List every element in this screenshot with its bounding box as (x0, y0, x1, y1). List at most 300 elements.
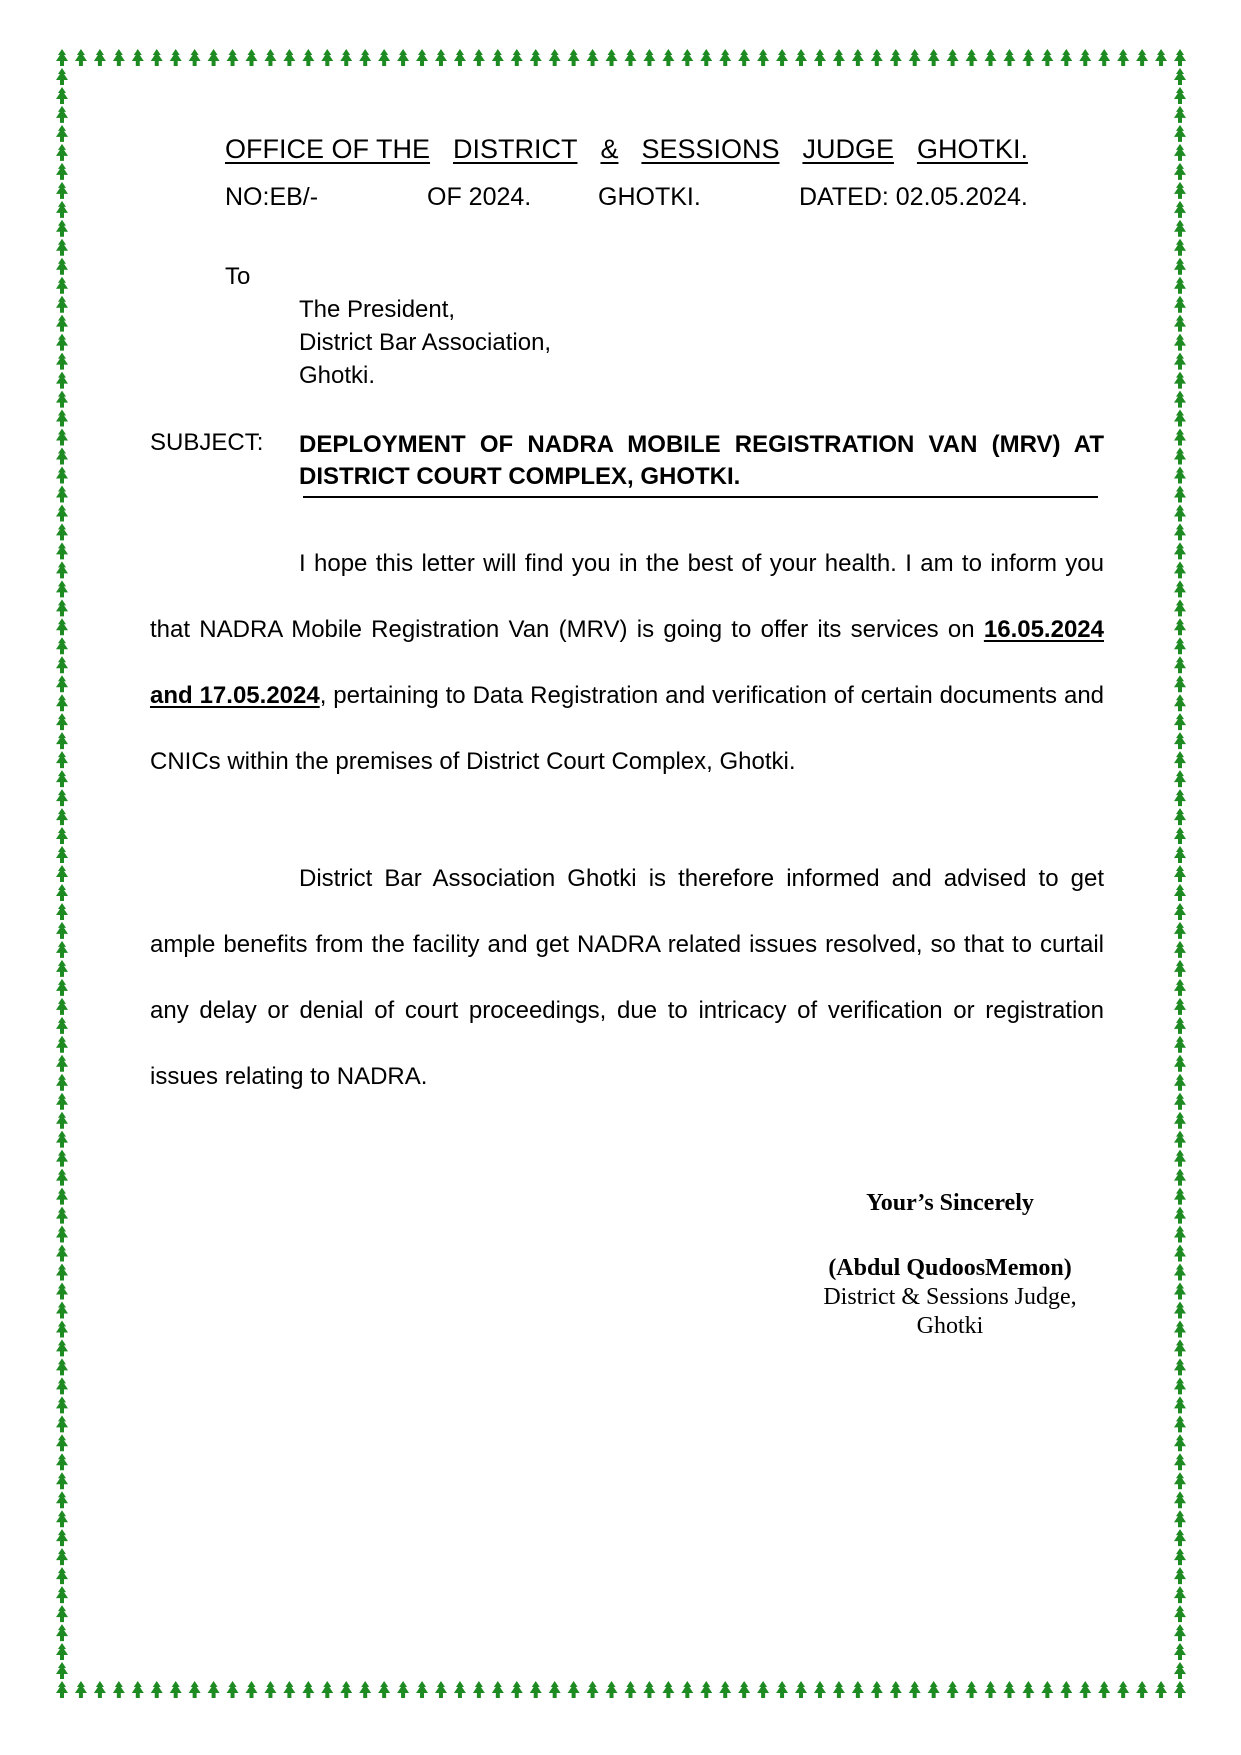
christmas-tree-icon (1174, 1548, 1186, 1565)
christmas-tree-icon (1174, 1036, 1186, 1053)
christmas-tree-icon (56, 1301, 68, 1318)
christmas-tree-icon (966, 1681, 978, 1698)
christmas-tree-icon (56, 410, 68, 427)
christmas-tree-icon (1174, 884, 1186, 901)
christmas-tree-icon (1174, 1207, 1186, 1224)
christmas-tree-icon (1174, 1320, 1186, 1337)
christmas-tree-icon (1174, 1188, 1186, 1205)
christmas-tree-icon (56, 1282, 68, 1299)
christmas-tree-icon (227, 1681, 239, 1698)
signatory-title: District & Sessions Judge, (823, 1284, 1077, 1310)
christmas-tree-icon (56, 1188, 68, 1205)
christmas-tree-icon (1174, 1586, 1186, 1603)
christmas-tree-icon (56, 1036, 68, 1053)
christmas-tree-icon (1174, 827, 1186, 844)
christmas-tree-icon (1174, 258, 1186, 275)
christmas-tree-icon (1174, 1112, 1186, 1129)
christmas-tree-icon (56, 1567, 68, 1584)
christmas-tree-icon (56, 979, 68, 996)
christmas-tree-icon (1079, 49, 1091, 66)
christmas-tree-icon (1174, 125, 1186, 142)
christmas-tree-icon (757, 49, 769, 66)
christmas-tree-icon (947, 1681, 959, 1698)
christmas-tree-icon (56, 87, 68, 104)
christmas-tree-icon (1174, 296, 1186, 313)
addressee-line: Ghotki. (299, 362, 376, 389)
christmas-tree-icon (1174, 694, 1186, 711)
christmas-tree-icon (56, 1396, 68, 1413)
christmas-tree-icon (1174, 1169, 1186, 1186)
christmas-tree-icon (1174, 1529, 1186, 1546)
christmas-tree-icon (56, 751, 68, 768)
christmas-tree-icon (1060, 1681, 1072, 1698)
subject-label: SUBJECT: (150, 429, 264, 456)
christmas-tree-icon (264, 1681, 276, 1698)
christmas-tree-icon (56, 1207, 68, 1224)
christmas-tree-icon (56, 1681, 68, 1698)
christmas-tree-icon (56, 182, 68, 199)
christmas-tree-icon (1174, 865, 1186, 882)
christmas-tree-icon (245, 1681, 257, 1698)
christmas-tree-icon (56, 656, 68, 673)
christmas-tree-icon (56, 789, 68, 806)
christmas-tree-icon (1174, 1434, 1186, 1451)
christmas-tree-icon (738, 1681, 750, 1698)
christmas-tree-icon (1174, 485, 1186, 502)
christmas-tree-icon (1174, 713, 1186, 730)
christmas-tree-icon (909, 49, 921, 66)
christmas-tree-icon (530, 49, 542, 66)
subject-text: DEPLOYMENT OF NADRA MOBILE REGISTRATION VAN (MRV) AT DISTRICT COURT COMPLEX, GHOTKI. (299, 431, 1104, 490)
christmas-tree-icon (1174, 1150, 1186, 1167)
christmas-tree-icon (56, 1339, 68, 1356)
christmas-tree-icon (56, 296, 68, 313)
christmas-tree-icon (1174, 542, 1186, 559)
christmas-tree-icon (56, 618, 68, 635)
christmas-tree-icon (1174, 68, 1186, 85)
christmas-tree-icon (56, 1377, 68, 1394)
christmas-tree-icon (1174, 182, 1186, 199)
christmas-tree-icon (56, 1472, 68, 1489)
signatory-place: Ghotki (916, 1313, 984, 1339)
christmas-tree-icon (492, 49, 504, 66)
christmas-tree-icon (302, 49, 314, 66)
christmas-tree-icon (1174, 1567, 1186, 1584)
christmas-tree-icon (56, 1605, 68, 1622)
christmas-tree-icon (340, 49, 352, 66)
christmas-tree-icon (56, 1055, 68, 1072)
christmas-tree-icon (56, 1662, 68, 1679)
christmas-tree-icon (643, 1681, 655, 1698)
christmas-tree-icon (833, 49, 845, 66)
christmas-tree-icon (1003, 1681, 1015, 1698)
paragraph-text: , pertaining to Data Registration and verification of certain documents and CNICs within the premises of District Court Complex, Ghotki. (150, 682, 1105, 775)
christmas-tree-icon (416, 49, 428, 66)
christmas-tree-icon (1174, 1624, 1186, 1641)
christmas-tree-icon (56, 239, 68, 256)
christmas-tree-icon (1174, 277, 1186, 294)
christmas-tree-icon (1174, 1074, 1186, 1091)
christmas-tree-icon (1174, 1131, 1186, 1148)
christmas-tree-icon (75, 49, 87, 66)
christmas-tree-icon (56, 315, 68, 332)
christmas-tree-icon (1174, 561, 1186, 578)
christmas-tree-icon (397, 49, 409, 66)
christmas-tree-icon (1174, 1491, 1186, 1508)
christmas-tree-icon (624, 1681, 636, 1698)
christmas-tree-icon (113, 1681, 125, 1698)
christmas-tree-icon (56, 542, 68, 559)
christmas-tree-icon (56, 429, 68, 446)
christmas-tree-icon (1174, 960, 1186, 977)
christmas-tree-icon (1003, 49, 1015, 66)
christmas-tree-icon (1174, 220, 1186, 237)
christmas-tree-icon (1174, 580, 1186, 597)
christmas-tree-icon (56, 922, 68, 939)
christmas-tree-icon (947, 49, 959, 66)
christmas-tree-icon (966, 49, 978, 66)
christmas-tree-icon (1174, 106, 1186, 123)
christmas-tree-icon (435, 49, 447, 66)
christmas-tree-icon (56, 903, 68, 920)
christmas-tree-icon (1174, 637, 1186, 654)
christmas-tree-icon (985, 49, 997, 66)
christmas-tree-icon (549, 1681, 561, 1698)
christmas-tree-icon (56, 1358, 68, 1375)
christmas-tree-icon (56, 334, 68, 351)
christmas-tree-icon (56, 49, 68, 66)
christmas-tree-icon (549, 49, 561, 66)
addressee-line: The President, (299, 296, 456, 323)
christmas-tree-icon (1174, 315, 1186, 332)
christmas-tree-icon (587, 49, 599, 66)
christmas-tree-icon (56, 1017, 68, 1034)
christmas-tree-icon (245, 49, 257, 66)
christmas-tree-icon (56, 1245, 68, 1262)
christmas-tree-icon (264, 49, 276, 66)
christmas-tree-icon (1041, 1681, 1053, 1698)
christmas-tree-icon (378, 49, 390, 66)
christmas-tree-icon (1098, 49, 1110, 66)
christmas-tree-icon (1174, 1453, 1186, 1470)
christmas-tree-icon (1174, 391, 1186, 408)
christmas-tree-icon (321, 1681, 333, 1698)
christmas-tree-icon (56, 68, 68, 85)
christmas-tree-icon (56, 1643, 68, 1660)
christmas-tree-icon (738, 49, 750, 66)
christmas-tree-icon (662, 1681, 674, 1698)
christmas-tree-icon (189, 1681, 201, 1698)
christmas-tree-icon (56, 106, 68, 123)
christmas-tree-icon (776, 1681, 788, 1698)
christmas-tree-icon (1174, 979, 1186, 996)
christmas-tree-icon (606, 49, 618, 66)
christmas-tree-icon (1174, 1264, 1186, 1281)
christmas-tree-icon (151, 1681, 163, 1698)
christmas-tree-icon (283, 49, 295, 66)
christmas-tree-icon (1174, 1339, 1186, 1356)
christmas-tree-icon (1155, 49, 1167, 66)
christmas-tree-icon (56, 485, 68, 502)
christmas-tree-icon (1174, 87, 1186, 104)
body-paragraph-1 (150, 531, 1104, 795)
christmas-tree-icon (359, 1681, 371, 1698)
christmas-tree-icon (56, 125, 68, 142)
christmas-tree-icon (985, 1681, 997, 1698)
christmas-tree-icon (454, 49, 466, 66)
christmas-tree-icon (890, 49, 902, 66)
christmas-tree-icon (700, 49, 712, 66)
christmas-tree-icon (1174, 732, 1186, 749)
christmas-tree-icon (1174, 239, 1186, 256)
christmas-tree-icon (56, 1510, 68, 1527)
christmas-tree-icon (56, 675, 68, 692)
christmas-tree-icon (852, 1681, 864, 1698)
christmas-tree-icon (795, 49, 807, 66)
christmas-tree-icon (56, 827, 68, 844)
to-label: To (225, 263, 251, 290)
christmas-tree-icon (1174, 49, 1186, 66)
christmas-tree-icon (1174, 1017, 1186, 1034)
christmas-tree-icon (56, 1226, 68, 1243)
christmas-tree-icon (56, 144, 68, 161)
christmas-tree-icon (56, 941, 68, 958)
christmas-tree-icon (56, 1415, 68, 1432)
christmas-tree-icon (700, 1681, 712, 1698)
christmas-tree-icon (359, 49, 371, 66)
christmas-tree-icon (1174, 808, 1186, 825)
christmas-tree-icon (170, 1681, 182, 1698)
christmas-tree-icon (56, 1264, 68, 1281)
christmas-tree-icon (1079, 1681, 1091, 1698)
reference-year: OF 2024. (427, 183, 532, 211)
christmas-tree-icon (909, 1681, 921, 1698)
christmas-tree-icon (56, 201, 68, 218)
christmas-tree-icon (56, 599, 68, 616)
christmas-tree-icon (814, 49, 826, 66)
christmas-tree-icon (56, 1529, 68, 1546)
christmas-tree-icon (1136, 49, 1148, 66)
christmas-tree-icon (1136, 1681, 1148, 1698)
christmas-tree-icon (1174, 448, 1186, 465)
christmas-tree-icon (1155, 1681, 1167, 1698)
christmas-tree-icon (208, 1681, 220, 1698)
christmas-tree-icon (1174, 466, 1186, 483)
christmas-tree-icon (776, 49, 788, 66)
christmas-tree-icon (56, 713, 68, 730)
title-word: DISTRICT (452, 134, 578, 164)
christmas-tree-icon (113, 49, 125, 66)
christmas-tree-icon (1174, 599, 1186, 616)
christmas-tree-icon (1174, 1358, 1186, 1375)
christmas-tree-icon (56, 694, 68, 711)
christmas-tree-icon (719, 1681, 731, 1698)
christmas-tree-icon (852, 49, 864, 66)
christmas-tree-icon (56, 163, 68, 180)
christmas-tree-icon (1174, 353, 1186, 370)
christmas-tree-icon (1174, 410, 1186, 427)
christmas-tree-icon (511, 49, 523, 66)
christmas-tree-icon (1174, 656, 1186, 673)
christmas-tree-icon (56, 637, 68, 654)
christmas-tree-icon (151, 49, 163, 66)
christmas-tree-icon (56, 1074, 68, 1091)
christmas-tree-icon (1174, 751, 1186, 768)
title-word: & (600, 134, 619, 164)
christmas-tree-icon (170, 49, 182, 66)
christmas-tree-icon (56, 391, 68, 408)
christmas-tree-icon (56, 1586, 68, 1603)
christmas-tree-icon (1174, 523, 1186, 540)
christmas-tree-icon (56, 846, 68, 863)
christmas-tree-icon (56, 1093, 68, 1110)
christmas-tree-icon (568, 1681, 580, 1698)
christmas-tree-icon (454, 1681, 466, 1698)
christmas-tree-icon (1174, 922, 1186, 939)
christmas-tree-icon (397, 1681, 409, 1698)
title-word: JUDGE (802, 134, 894, 164)
reference-place: GHOTKI. (598, 183, 701, 211)
christmas-tree-icon (56, 580, 68, 597)
christmas-tree-icon (1174, 334, 1186, 351)
christmas-tree-icon (1174, 429, 1186, 446)
christmas-tree-icon (1098, 1681, 1110, 1698)
christmas-tree-icon (1174, 1396, 1186, 1413)
christmas-tree-icon (56, 732, 68, 749)
christmas-tree-icon (1174, 1282, 1186, 1299)
christmas-tree-icon (1174, 1681, 1186, 1698)
christmas-tree-icon (662, 49, 674, 66)
christmas-tree-icon (1174, 618, 1186, 635)
christmas-tree-icon (56, 1112, 68, 1129)
christmas-tree-icon (56, 258, 68, 275)
christmas-tree-icon (416, 1681, 428, 1698)
christmas-tree-icon (56, 1131, 68, 1148)
christmas-tree-icon (189, 49, 201, 66)
christmas-tree-icon (1174, 201, 1186, 218)
christmas-tree-icon (56, 372, 68, 389)
christmas-tree-icon (530, 1681, 542, 1698)
christmas-tree-icon (340, 1681, 352, 1698)
christmas-tree-icon (1174, 1510, 1186, 1527)
christmas-tree-icon (1174, 1093, 1186, 1110)
christmas-tree-icon (814, 1681, 826, 1698)
reference-date: DATED: 02.05.2024. (799, 183, 1028, 211)
body-paragraph-2 (150, 846, 1104, 1110)
christmas-tree-icon (56, 1548, 68, 1565)
christmas-tree-icon (1174, 163, 1186, 180)
paragraph-text: District Bar Association Ghotki is therefore informed and advised to get ample benefits from the facility and get NADRA related issues resolved, so that to curtail any delay or denial of court proceedings, due to intricacy of verification or registration issues relating to NADRA. (150, 865, 1104, 1090)
reference-number: NO:EB/- (225, 183, 319, 211)
christmas-tree-icon (56, 1453, 68, 1470)
christmas-tree-icon (492, 1681, 504, 1698)
christmas-tree-icon (1174, 1301, 1186, 1318)
christmas-tree-icon (1117, 49, 1129, 66)
christmas-tree-icon (1174, 1662, 1186, 1679)
christmas-tree-icon (1174, 372, 1186, 389)
christmas-tree-icon (871, 49, 883, 66)
christmas-tree-icon (321, 49, 333, 66)
christmas-tree-icon (56, 1320, 68, 1337)
christmas-tree-icon (1174, 903, 1186, 920)
christmas-tree-icon (227, 49, 239, 66)
christmas-tree-icon (56, 808, 68, 825)
christmas-tree-icon (871, 1681, 883, 1698)
christmas-tree-icon (473, 49, 485, 66)
christmas-tree-icon (719, 49, 731, 66)
christmas-tree-icon (378, 1681, 390, 1698)
christmas-tree-icon (757, 1681, 769, 1698)
christmas-tree-icon (75, 1681, 87, 1698)
christmas-tree-icon (624, 49, 636, 66)
christmas-tree-icon (56, 960, 68, 977)
christmas-tree-icon (1174, 846, 1186, 863)
christmas-tree-icon (928, 1681, 940, 1698)
christmas-tree-icon (208, 49, 220, 66)
christmas-tree-icon (833, 1681, 845, 1698)
christmas-tree-icon (511, 1681, 523, 1698)
christmas-tree-icon (1174, 1245, 1186, 1262)
christmas-tree-icon (1174, 789, 1186, 806)
christmas-tree-icon (606, 1681, 618, 1698)
christmas-tree-icon (56, 1491, 68, 1508)
christmas-tree-icon (1060, 49, 1072, 66)
closing: Your’s Sincerely (866, 1190, 1034, 1216)
christmas-tree-icon (56, 523, 68, 540)
christmas-tree-icon (1174, 770, 1186, 787)
christmas-tree-icon (283, 1681, 295, 1698)
christmas-tree-icon (56, 1434, 68, 1451)
christmas-tree-icon (302, 1681, 314, 1698)
title-word: GHOTKI. (916, 134, 1028, 164)
christmas-tree-icon (56, 277, 68, 294)
christmas-tree-icon (56, 884, 68, 901)
christmas-tree-icon (928, 49, 940, 66)
christmas-tree-icon (1041, 49, 1053, 66)
christmas-tree-icon (435, 1681, 447, 1698)
christmas-tree-icon (1174, 1377, 1186, 1394)
christmas-tree-icon (56, 998, 68, 1015)
christmas-tree-icon (1174, 504, 1186, 521)
christmas-tree-icon (94, 49, 106, 66)
christmas-tree-icon (473, 1681, 485, 1698)
christmas-tree-icon (94, 1681, 106, 1698)
christmas-tree-icon (1174, 1605, 1186, 1622)
christmas-tree-icon (56, 220, 68, 237)
christmas-tree-icon (1174, 998, 1186, 1015)
christmas-tree-icon (1174, 1472, 1186, 1489)
christmas-tree-icon (56, 353, 68, 370)
christmas-tree-icon (56, 448, 68, 465)
subject-underline (303, 496, 1098, 498)
title-word: OFFICE OF THE (225, 134, 431, 164)
paragraph-text: I hope this letter will find you in the best of your health. I am to inform you that NADRA Mobile Registration Van (MRV) is going to offer its services on (150, 550, 1104, 643)
christmas-tree-icon (795, 1681, 807, 1698)
service-dates: 16.05.2024 and 17.05.2024 (150, 616, 1104, 709)
christmas-tree-icon (1022, 1681, 1034, 1698)
christmas-tree-icon (56, 466, 68, 483)
christmas-tree-icon (1174, 675, 1186, 692)
christmas-tree-icon (643, 49, 655, 66)
christmas-tree-icon (1174, 1226, 1186, 1243)
christmas-tree-icon (1174, 1643, 1186, 1660)
christmas-tree-icon (56, 1169, 68, 1186)
christmas-tree-icon (1174, 1415, 1186, 1432)
christmas-tree-icon (1174, 1055, 1186, 1072)
christmas-tree-icon (56, 1624, 68, 1641)
christmas-tree-icon (132, 49, 144, 66)
christmas-tree-icon (681, 1681, 693, 1698)
